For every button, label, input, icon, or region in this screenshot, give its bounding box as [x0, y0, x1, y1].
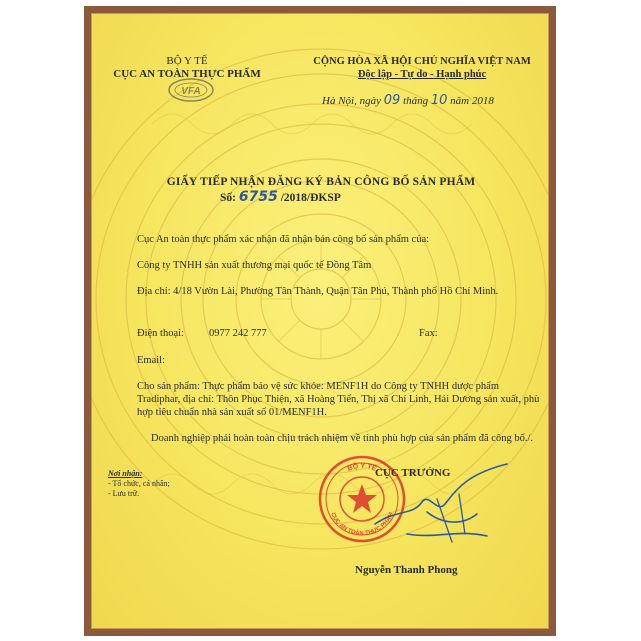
email-label: Email: — [137, 355, 165, 366]
recipient-item: - Lưu trữ. — [108, 489, 140, 498]
issue-date — [322, 93, 494, 108]
date-place: Hà Nội, ngày — [322, 95, 381, 107]
agency-name: CỤC AN TOÀN THỰC PHẨM — [113, 68, 261, 80]
doc-number-label: Số: — [220, 192, 236, 204]
logo-text: VFA — [181, 86, 201, 97]
signatory-title: CỤC TRƯỞNG — [375, 467, 451, 479]
date-day: 09 — [383, 93, 401, 108]
doc-number-handwritten: 6755 — [238, 189, 278, 205]
responsibility-statement: Doanh nghiệp phải hoàn toàn chịu trách nhiệm về tính phù hợp của sản phẩm đã công bố./. — [151, 433, 533, 444]
product-description: Cho sản phẩm: Thực phẩm bảo vệ sức khỏe: MENF1H do Công ty TNHH dược phẩm Tradiphar, địa chỉ: Thôn Phục Thiện, xã Hoàng Tiến, Thị xã Chí Linh, Hải Dương sản xuất, phù hợp tiêu chuẩn nhà sản xuất số 01/MENF1H. — [137, 381, 540, 418]
vfa-logo-icon — [167, 77, 215, 103]
doc-number-suffix: /2018/ĐKSP — [280, 192, 341, 204]
company-address: Địa chỉ: 4/18 Vườn Lài, Phường Tân Thành, Quận Tân Phú, Thành phố Hồ Chí Minh. — [137, 286, 499, 297]
company-name: Công ty TNHH sản xuất thương mại quốc tế Đồng Tâm — [137, 260, 372, 271]
recipient-item: - Tổ chức, cá nhân; — [108, 479, 170, 488]
recipients-block — [108, 469, 170, 499]
certificate-frame — [84, 6, 556, 636]
fax-label: Fax: — [419, 328, 438, 339]
phone-value: 0977 242 777 — [209, 328, 267, 339]
phone-label: Điện thoại: — [137, 328, 184, 339]
certificate-paper — [91, 13, 549, 629]
recipients-label: Nơi nhận: — [108, 469, 143, 478]
ministry-name: BỘ Y TẾ — [166, 55, 208, 67]
date-year: năm 2018 — [450, 95, 494, 107]
document-title: GIẤY TIẾP NHẬN ĐĂNG KÝ BẢN CÔNG BỐ SẢN PHẨM — [166, 176, 476, 188]
handwritten-signature-icon — [367, 454, 517, 554]
national-header — [292, 55, 549, 81]
seal-top-text: BỘ Y TẾ — [346, 462, 378, 473]
document-number — [220, 189, 341, 205]
national-motto: Độc lập - Tự do - Hạnh phúc — [357, 69, 487, 80]
seal-bottom-text: CỤC AN TOÀN THỰC PHẨM — [329, 511, 395, 538]
intro-line: Cục An toàn thực phẩm xác nhận đã nhận bản công bố sản phẩm của: — [137, 234, 430, 245]
date-month-label: tháng — [403, 95, 429, 107]
date-month: 10 — [430, 93, 448, 108]
signatory-name: Nguyễn Thanh Phong — [355, 564, 458, 576]
country-name: CỘNG HÒA XÃ HỘI CHỦ NGHĨA VIỆT NAM — [313, 56, 531, 67]
